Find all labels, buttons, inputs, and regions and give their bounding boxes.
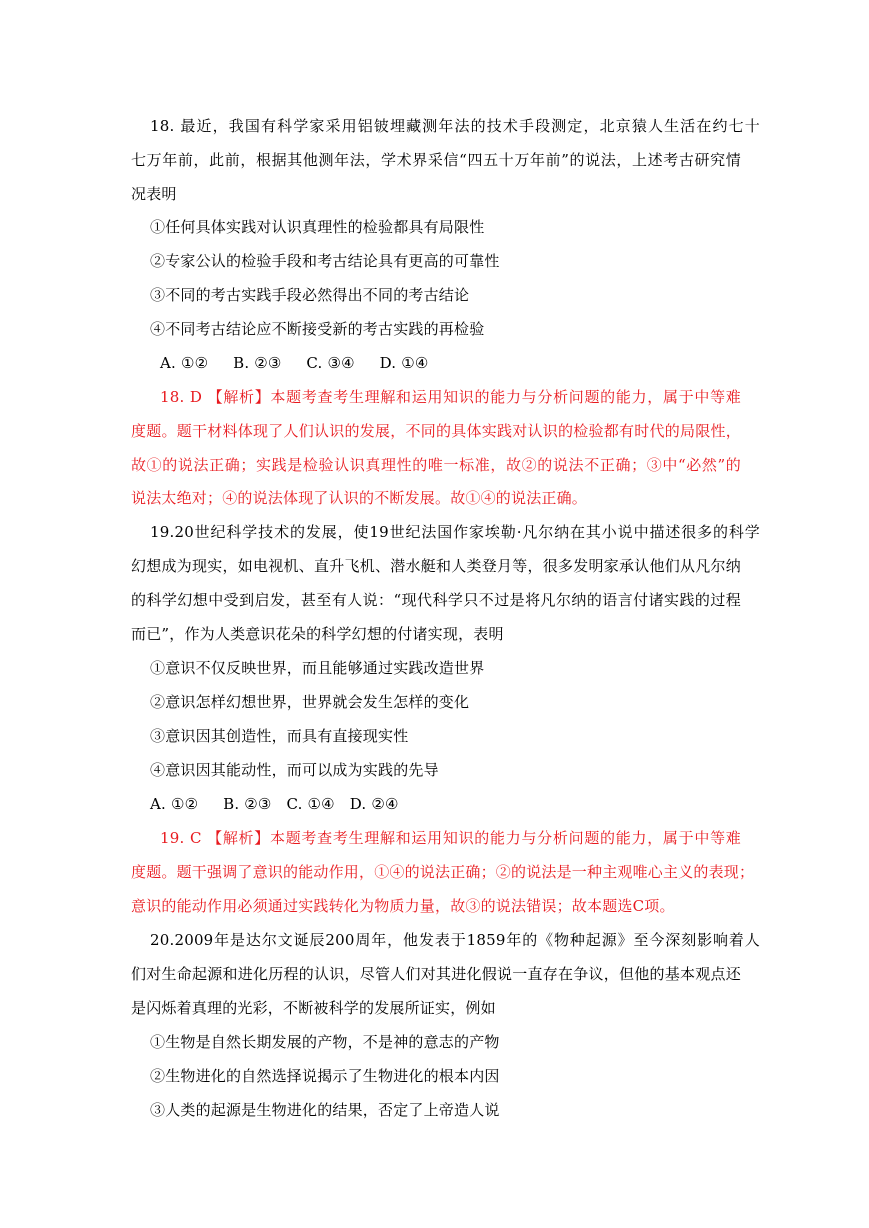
q19-stem-line-1: 19.20世纪科学技术的发展，使19世纪法国作家埃勒·凡尔纳在其小说中描述很多的科学 — [150, 523, 760, 541]
q18-choices: A. ①② B. ②③ C. ③④ D. ①④ — [160, 354, 429, 372]
q19-stem-line-4: 而已”，作为人类意识花朵的科学幻想的付诸实现，表明 — [131, 625, 504, 643]
q20-option-3: ③人类的起源是生物进化的结果，否定了上帝造人说 — [150, 1101, 500, 1119]
q20-option-2: ②生物进化的自然选择说揭示了生物进化的根本内因 — [150, 1067, 500, 1085]
q18-option-2: ②专家公认的检验手段和考古结论具有更高的可靠性 — [150, 252, 500, 270]
q18-analysis-line-1: 18. D 【解析】本题考查考生理解和运用知识的能力与分析问题的能力，属于中等难 — [160, 388, 741, 406]
q19-choices: A. ①② B. ②③ C. ①④ D. ②④ — [150, 795, 399, 813]
q20-stem-line-1: 20.2009年是达尔文诞辰200周年，他发表于1859年的《物种起源》至今深刻影响着人 — [150, 931, 760, 949]
q19-option-1: ①意识不仅反映世界，而且能够通过实践改造世界 — [150, 659, 485, 677]
q19-analysis-line-2: 度题。题干强调了意识的能动作用，①④的说法正确；②的说法是一种主观唯心主义的表现； — [131, 863, 755, 881]
q18-analysis-line-4: 说法太绝对；④的说法体现了认识的不断发展。故①④的说法正确。 — [131, 489, 588, 507]
q20-option-1: ①生物是自然长期发展的产物，不是神的意志的产物 — [150, 1033, 500, 1051]
q18-option-3: ③不同的考古实践手段必然得出不同的考古结论 — [150, 286, 470, 304]
q18-option-1: ①任何具体实践对认识真理性的检验都具有局限性 — [150, 218, 485, 236]
q19-stem-line-2: 幻想成为现实，如电视机、直升飞机、潜水艇和人类登月等，很多发明家承认他们从凡尔纳 — [131, 557, 741, 575]
q18-stem-line-3: 况表明 — [131, 185, 177, 203]
q18-stem-line-1: 18. 最近，我国有科学家采用铝铍埋藏测年法的技术手段测定，北京猿人生活在约七十 — [150, 117, 760, 135]
q18-stem-line-2: 七万年前，此前，根据其他测年法，学术界采信“四五十万年前”的说法，上述考古研究情 — [131, 151, 741, 169]
q19-option-3: ③意识因其创造性，而具有直接现实性 — [150, 727, 409, 745]
q20-stem-line-2: 们对生命起源和进化历程的认识，尽管人们对其进化假说一直存在争议，但他的基本观点还 — [131, 965, 741, 983]
q19-option-2: ②意识怎样幻想世界，世界就会发生怎样的变化 — [150, 693, 470, 711]
q19-analysis-line-3: 意识的能动作用必须通过实践转化为物质力量，故③的说法错误；故本题选C项。 — [131, 897, 675, 915]
q19-analysis-line-1: 19. C 【解析】本题考查考生理解和运用知识的能力与分析问题的能力，属于中等难 — [160, 829, 741, 847]
q19-option-4: ④意识因其能动性，而可以成为实践的先导 — [150, 761, 439, 779]
q18-analysis-line-3: 故①的说法正确；实践是检验认识真理性的唯一标准，故②的说法不正确；③中“必然”的 — [131, 456, 741, 474]
q19-stem-line-3: 的科学幻想中受到启发，甚至有人说：“现代科学只不过是将凡尔纳的语言付诸实践的过程 — [131, 591, 741, 609]
q20-stem-line-3: 是闪烁着真理的光彩，不断被科学的发展所证实，例如 — [131, 999, 496, 1017]
q18-analysis-line-2: 度题。题干材料体现了人们认识的发展，不同的具体实践对认识的检验都有时代的局限性， — [131, 422, 741, 440]
q18-option-4: ④不同考古结论应不断接受新的考古实践的再检验 — [150, 320, 485, 338]
